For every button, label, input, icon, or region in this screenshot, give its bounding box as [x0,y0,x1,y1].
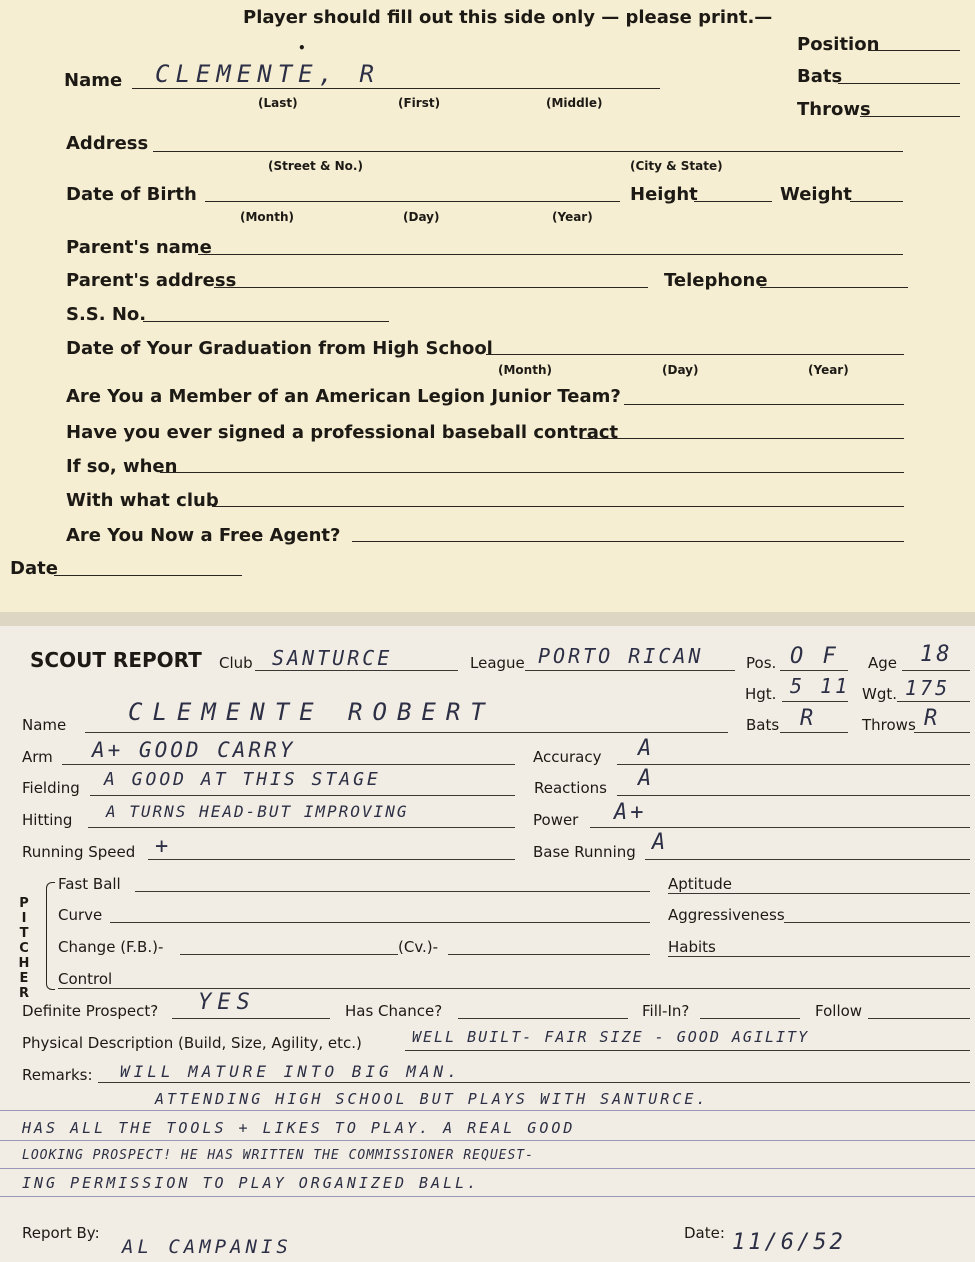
club-label-sr: Club [219,654,253,672]
report-by-value: AL CAMPANIS [122,1236,292,1258]
report-by-label: Report By: [22,1224,100,1242]
fast-ball-line [135,891,650,892]
parent-name-label: Parent's name [66,237,212,258]
base-running-label: Base Running [533,843,636,861]
first-caption: (First) [398,96,441,110]
change-label: Change (F.B.)- [58,938,164,956]
habits-label: Habits [668,938,716,956]
dob-line [205,201,620,202]
remarks-rule-4 [0,1196,975,1197]
pitcher-brace [46,882,55,990]
legion-line [624,404,904,405]
reactions-label: Reactions [534,779,607,797]
bats-line-sr [780,732,848,733]
parent-name-line [198,254,903,255]
remarks-line: ING PERMISSION TO PLAY ORGANIZED BALL. [22,1174,480,1192]
fill-in-line [700,1018,800,1019]
hgt-label: Hgt. [745,685,777,703]
accuracy-value: A [638,736,655,761]
remarks-line-1 [98,1082,970,1083]
hitting-label: Hitting [22,811,73,829]
name-line [132,88,660,89]
wgt-label: Wgt. [862,685,898,703]
telephone-line [760,287,908,288]
club-line [212,506,904,507]
definite-line [172,1018,330,1019]
power-value: A+ [614,800,647,825]
running-value: + [155,834,172,859]
cv-label: (Cv.)- [398,938,439,956]
scout-report-title: SCOUT REPORT [30,648,202,672]
dot-mark: • [298,41,306,55]
physical-line [405,1050,970,1051]
legion-label: Are You a Member of an American Legion Junior Team? [66,386,621,407]
accuracy-line [617,764,970,765]
wgt-line [897,701,970,702]
ss-line [143,321,389,322]
throws-line-sr [914,732,970,733]
follow-line [868,1018,970,1019]
fast-ball-label: Fast Ball [58,875,121,893]
name-line-sr [85,732,728,733]
aptitude-label: Aptitude [668,875,732,893]
form-header: Player should fill out this side only — please print.— [243,7,773,28]
name-label-sr: Name [22,716,67,734]
has-chance-label: Has Chance? [345,1002,443,1020]
pitcher-label: P I T C H E R [18,896,30,1001]
if-so-label: If so, when [66,456,178,477]
telephone-label: Telephone [664,270,768,291]
grad-day-caption: (Day) [662,363,699,377]
control-line [58,988,970,989]
aptitude-line [668,893,970,894]
physical-value: WELL BUILT- FAIR SIZE - GOOD AGILITY [412,1028,810,1046]
ss-label: S.S. No. [66,304,147,325]
if-so-line [160,472,904,473]
base-running-value: A [652,830,669,855]
physical-label: Physical Description (Build, Size, Agility, etc.) [22,1034,362,1052]
definite-label: Definite Prospect? [22,1002,159,1020]
date-line [54,575,242,576]
reactions-line [617,795,970,796]
arm-value: A+ GOOD CARRY [92,738,296,762]
throws-line [860,116,960,117]
remarks-line: HAS ALL THE TOOLS + LIKES TO PLAY. A REAL GOOD [22,1119,576,1137]
height-label: Height [630,184,698,205]
fielding-line [90,795,515,796]
position-label: Position [797,34,880,55]
accuracy-label: Accuracy [533,748,602,766]
base-running-line [645,859,970,860]
graduation-line [486,354,904,355]
bats-value-sr: R [800,706,817,731]
club-line-sr [255,670,458,671]
grad-month-caption: (Month) [498,363,552,377]
throws-value-sr: R [924,706,941,731]
hitting-line [88,827,515,828]
bats-label: Bats [797,66,843,87]
pos-value: O F [790,644,839,669]
arm-label: Arm [22,748,53,766]
last-caption: (Last) [258,96,298,110]
aggressiveness-label: Aggressiveness [668,906,785,924]
follow-label: Follow [815,1002,863,1020]
league-line [525,670,735,671]
name-value-sr: CLEMENTE ROBERT [128,698,495,726]
date-value-sr: 11/6/52 [732,1230,846,1255]
fielding-label: Fielding [22,779,80,797]
fielding-value: A GOOD AT THIS STAGE [104,769,381,790]
aggressiveness-line [784,922,970,923]
graduation-label: Date of Your Graduation from High School [66,338,493,359]
remarks-rule-1 [0,1110,975,1111]
free-agent-label: Are You Now a Free Agent? [66,525,341,546]
throws-label: Throws [797,99,871,120]
control-label: Control [58,970,113,988]
dob-label: Date of Birth [66,184,197,205]
remarks-label: Remarks: [22,1066,93,1084]
habits-line [668,956,970,957]
curve-label: Curve [58,906,103,924]
reactions-value: A [638,766,655,791]
remarks-line: ATTENDING HIGH SCHOOL BUT PLAYS WITH SANTURCE. [155,1090,709,1108]
running-label: Running Speed [22,843,136,861]
year-caption: (Year) [552,210,593,224]
address-line [153,151,903,152]
throws-label-sr: Throws [862,716,916,734]
league-label: League [470,654,525,672]
wgt-value: 175 [905,676,951,700]
month-caption: (Month) [240,210,294,224]
address-label: Address [66,133,149,154]
height-line [694,201,772,202]
age-label: Age [868,654,898,672]
street-caption: (Street & No.) [268,159,363,173]
age-value: 18 [920,642,953,667]
change-cv-line [448,954,650,955]
parent-address-line [214,287,648,288]
pos-line [780,670,848,671]
hitting-value: A TURNS HEAD-BUT IMPROVING [106,802,409,821]
curve-line [110,922,650,923]
club-value: SANTURCE [272,646,393,670]
bats-label-sr: Bats [746,716,780,734]
has-chance-line [458,1018,628,1019]
contract-line [580,438,904,439]
league-value: PORTO RICAN [538,644,704,668]
hgt-value: 5 11 [790,674,851,698]
power-label: Power [533,811,579,829]
name-label: Name [64,70,123,91]
free-agent-line [352,541,904,542]
name-handwritten: CLEMENTE, R [155,60,380,88]
date-label-sr: Date: [684,1224,725,1242]
player-form-card [0,0,975,612]
bats-line [838,83,960,84]
date-label: Date [10,558,58,579]
hgt-line [782,701,848,702]
fill-in-label: Fill-In? [642,1002,690,1020]
remarks-rule-2 [0,1140,975,1141]
definite-value: YES [198,990,256,1015]
weight-label: Weight [780,184,852,205]
remarks-line: LOOKING PROSPECT! HE HAS WRITTEN THE COMMISSIONER REQUEST- [22,1148,534,1163]
contract-label: Have you ever signed a professional baseball contract [66,422,619,443]
remarks-rule-3 [0,1168,975,1169]
running-line [148,859,515,860]
remarks-line: WILL MATURE INTO BIG MAN. [120,1062,461,1081]
pos-label: Pos. [746,654,777,672]
club-label: With what club [66,490,219,511]
middle-caption: (Middle) [546,96,603,110]
parent-address-label: Parent's address [66,270,237,291]
grad-year-caption: (Year) [808,363,849,377]
arm-line [62,764,515,765]
power-line [590,827,970,828]
change-fb-line [180,954,398,955]
weight-line [850,201,903,202]
age-line [902,670,970,671]
city-caption: (City & State) [630,159,723,173]
day-caption: (Day) [403,210,440,224]
position-line [868,50,960,51]
